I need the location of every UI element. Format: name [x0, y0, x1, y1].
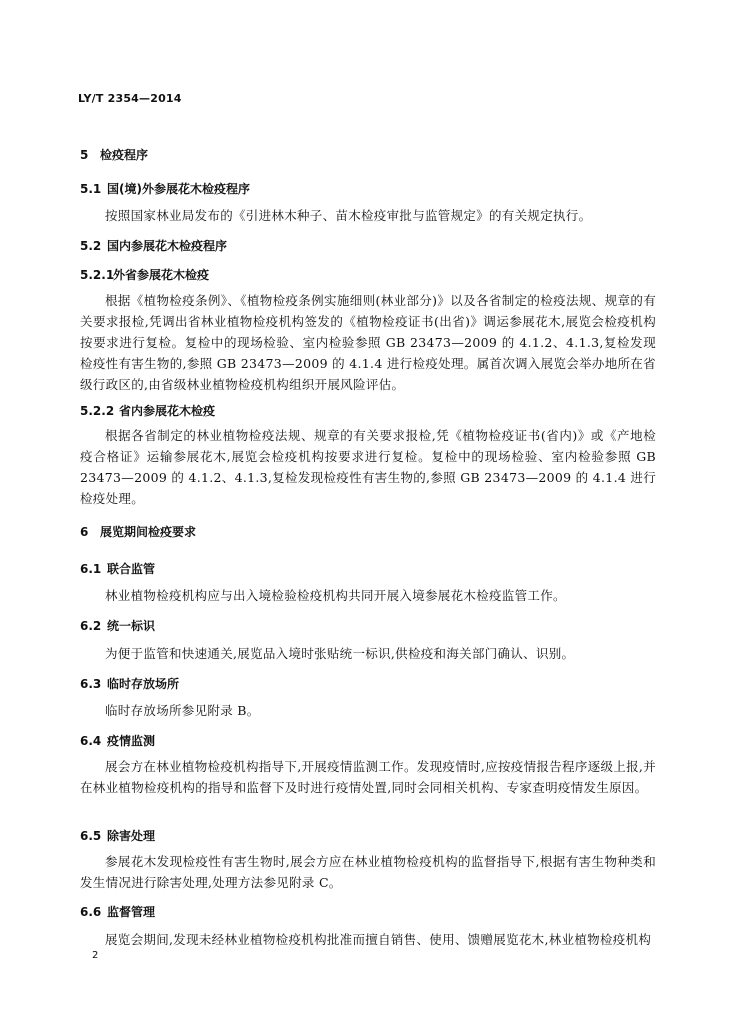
section-heading-6-2	[80, 617, 155, 634]
standard-code: LY/T 2354—2014	[78, 92, 182, 105]
section-title: 展览期间检疫要求	[100, 525, 197, 539]
section-number: 5.2.1	[80, 268, 115, 282]
section-number: 6	[80, 525, 89, 539]
section-heading-5-2-1	[80, 266, 209, 283]
section-number: 6.3	[80, 677, 102, 691]
paragraph-6-5: 参展花木发现检疫性有害生物时,展会方应在林业植物检疫机构的监督指导下,根据有害生物种类和发生情况进行除害处理,处理方法参见附录 C。	[80, 854, 656, 890]
section-heading-6-5	[80, 827, 155, 844]
section-title: 监督管理	[107, 905, 156, 919]
section-heading-5	[80, 146, 148, 163]
section-heading-6-3	[80, 675, 179, 692]
section-title: 检疫程序	[100, 148, 149, 162]
paragraph-5-2-1: 根据《植物检疫条例》、《植物检疫条例实施细则(林业部分)》以及各省制定的检疫法规、规章的有关要求报检,凭调出省林业植物检疫机构签发的《植物检疫证书(出省)》调运参展花木,展览会检疫机构按要求进行复检。复检中的现场检验、室内检验参照 GB 23473—2009 的 4.1.2、4.1.3,复检发现检疫性有害生物的,参照 GB 23473—2009 的 4.1.4 进行检疫处理。属首次调入展览会举办地所在省级行政区的,由省级林业植物检疫机构组织开展风险评估。	[80, 293, 656, 392]
section-heading-6-1	[80, 560, 155, 577]
section-title: 省内参展花木检疫	[119, 404, 216, 418]
section-heading-5-2	[80, 237, 227, 254]
section-number: 5.1	[80, 182, 102, 196]
section-title: 除害处理	[107, 829, 156, 843]
section-title: 国内参展花木检疫程序	[107, 239, 228, 253]
section-number: 6.4	[80, 734, 102, 748]
section-number: 6.6	[80, 905, 102, 919]
paragraph-5-1: 按照国家林业局发布的《引进林木种子、苗木检疫审批与监管规定》的有关规定执行。	[105, 208, 592, 223]
section-title: 临时存放场所	[107, 677, 180, 691]
section-title: 疫情监测	[107, 734, 156, 748]
section-title: 联合监管	[107, 562, 156, 576]
section-title: 国(境)外参展花木检疫程序	[107, 182, 250, 196]
section-number: 5.2	[80, 239, 102, 253]
section-heading-5-1	[80, 180, 250, 197]
paragraph-6-6: 展览会期间,发现未经林业植物检疫机构批准而擅自销售、使用、馈赠展览花木,林业植物检疫机构	[105, 932, 652, 947]
section-number: 6.1	[80, 562, 102, 576]
section-number: 6.5	[80, 829, 102, 843]
section-number: 5.2.2	[80, 404, 115, 418]
section-heading-6-6	[80, 903, 155, 920]
page-number: 2	[92, 950, 99, 961]
section-title: 统一标识	[107, 619, 156, 633]
paragraph-5-2-2: 根据各省制定的林业植物检疫法规、规章的有关要求报检,凭《植物检疫证书(省内)》或《产地检疫合格证》运输参展花木,展览会检疫机构按要求进行复检。复检中的现场检验、室内检验参照 GB 23473—2009 的 4.1.2、4.1.3,复检发现检疫性有害生物的,参照 GB 23473—2009 的 4.1.4 进行检疫处理。	[80, 428, 656, 506]
paragraph-6-2: 为便于监管和快速通关,展览品入境时张贴统一标识,供检疫和海关部门确认、识别。	[105, 646, 575, 661]
paragraph-6-3: 临时存放场所参见附录 B。	[105, 703, 260, 718]
section-heading-6-4	[80, 732, 155, 749]
section-number: 5	[80, 148, 89, 162]
paragraph-6-4: 展会方在林业植物检疫机构指导下,开展疫情监测工作。发现疫情时,应按疫情报告程序逐级上报,并在林业植物检疫机构的指导和监督下及时进行疫情处置,同时会同相关机构、专家查明疫情发生原因。	[80, 759, 656, 795]
section-number: 6.2	[80, 619, 102, 633]
section-title: 外省参展花木检疫	[113, 268, 210, 282]
section-heading-5-2-2	[80, 402, 215, 419]
section-heading-6	[80, 523, 196, 540]
paragraph-6-1: 林业植物检疫机构应与出入境检验检疫机构共同开展入境参展花木检疫监管工作。	[105, 588, 566, 603]
